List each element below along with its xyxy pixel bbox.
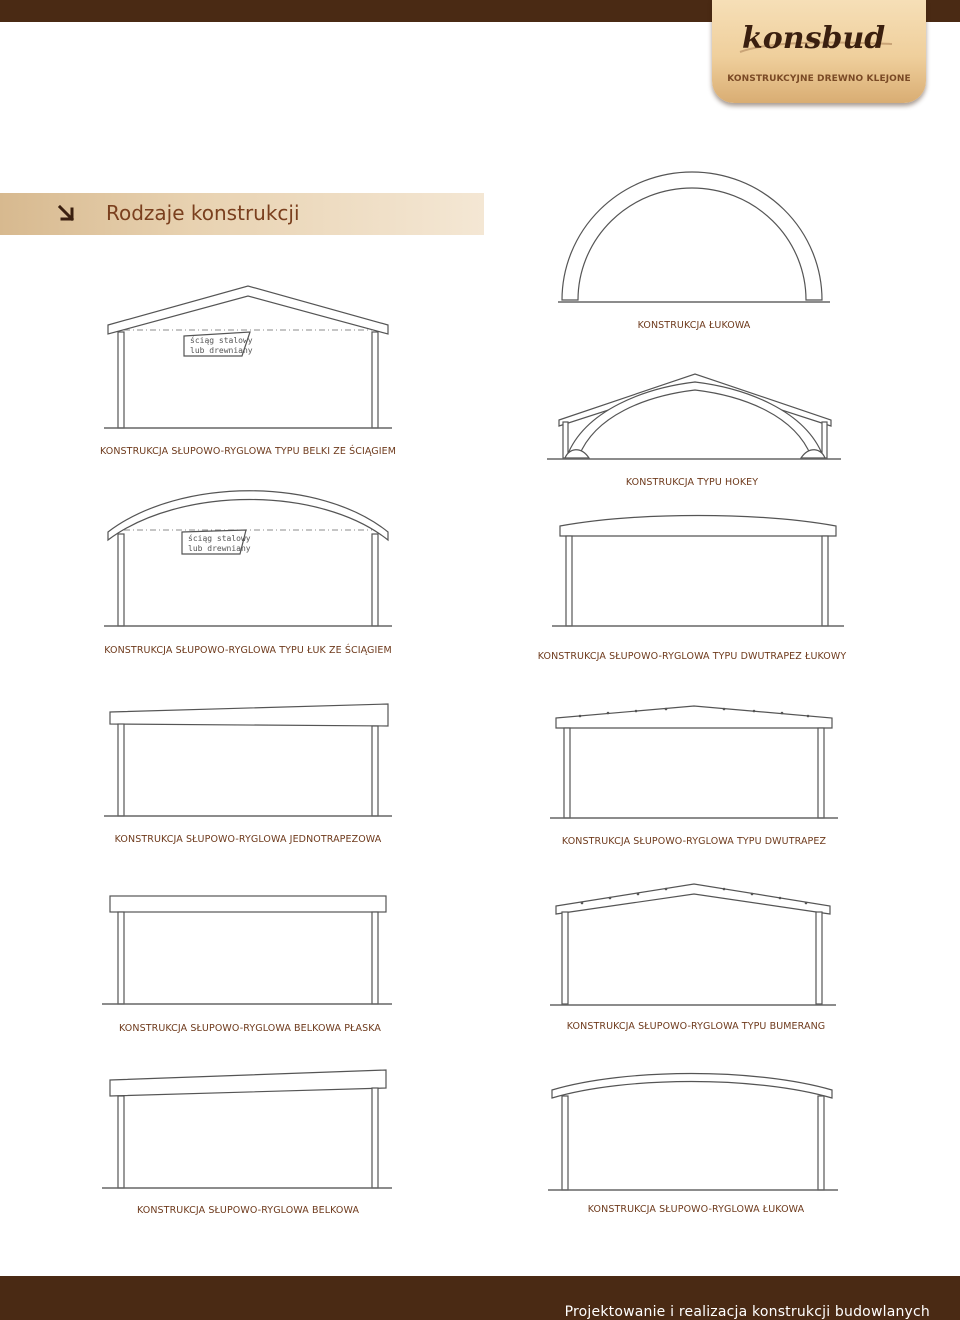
tie-note-line1b: ściąg stalowy xyxy=(188,534,251,543)
section-header xyxy=(0,193,484,235)
tie-note-line2b: lub drewniany xyxy=(188,544,251,553)
caption-boomerang: KONSTRUKCJA SŁUPOWO-RYGLOWA TYPU BUMERANG xyxy=(566,1021,826,1032)
diagram-double-trapezoid-arched xyxy=(548,510,848,635)
footer-bar xyxy=(0,1276,960,1320)
caption-hokey: KONSTRUKCJA TYPU HOKEY xyxy=(625,477,759,488)
footer-text: Projektowanie i realizacja konstrukcji budowlanych xyxy=(564,1304,930,1320)
diagram-arch-tie xyxy=(100,482,400,632)
diagram-single-trapezoid xyxy=(100,700,400,825)
diagram-gable-tie xyxy=(100,280,400,435)
caption-arch: KONSTRUKCJA ŁUKOWA xyxy=(637,320,751,331)
diagram-double-trapezoid xyxy=(546,700,846,825)
logo-plate xyxy=(712,0,926,103)
logo-wordmark: konsbud xyxy=(742,21,886,56)
diagram-arched-frame xyxy=(546,1064,846,1194)
konsbud-logo xyxy=(732,14,906,66)
tie-note-line1: ściąg stalowy xyxy=(190,336,253,345)
caption-flat-beam: KONSTRUKCJA SŁUPOWO-RYGLOWA BELKOWA PŁASKA xyxy=(118,1023,381,1034)
diagram-beam xyxy=(100,1066,400,1194)
diagram-arch xyxy=(550,165,840,310)
diagram-hokey xyxy=(545,370,845,465)
caption-arch-tie: KONSTRUKCJA SŁUPOWO-RYGLOWA TYPU ŁUK ZE ŚCIĄGIEM xyxy=(104,645,392,656)
arrow-down-right-icon xyxy=(58,205,78,223)
caption-arched-frame: KONSTRUKCJA SŁUPOWO-RYGLOWA ŁUKOWA xyxy=(587,1204,805,1215)
caption-beam: KONSTRUKCJA SŁUPOWO-RYGLOWA BELKOWA xyxy=(136,1205,360,1216)
caption-double-trapezoid: KONSTRUKCJA SŁUPOWO-RYGLOWA TYPU DWUTRAPEZ xyxy=(561,836,827,847)
section-title: Rodzaje konstrukcji xyxy=(106,201,300,225)
caption-double-trapezoid-arched: KONSTRUKCJA SŁUPOWO-RYGLOWA TYPU DWUTRAPEZ ŁUKOWY xyxy=(537,651,847,662)
logo-tagline: KONSTRUKCYJNE DREWNO KLEJONE xyxy=(727,74,911,84)
diagram-boomerang xyxy=(546,878,846,1010)
caption-gable-tie: KONSTRUKCJA SŁUPOWO-RYGLOWA TYPU BELKI ZE ŚCIĄGIEM xyxy=(99,446,397,457)
caption-single-trapezoid: KONSTRUKCJA SŁUPOWO-RYGLOWA JEDNOTRAPEZOWA xyxy=(114,834,382,845)
tie-note-line2: lub drewniany xyxy=(190,346,253,355)
diagram-flat-beam xyxy=(100,890,400,1010)
